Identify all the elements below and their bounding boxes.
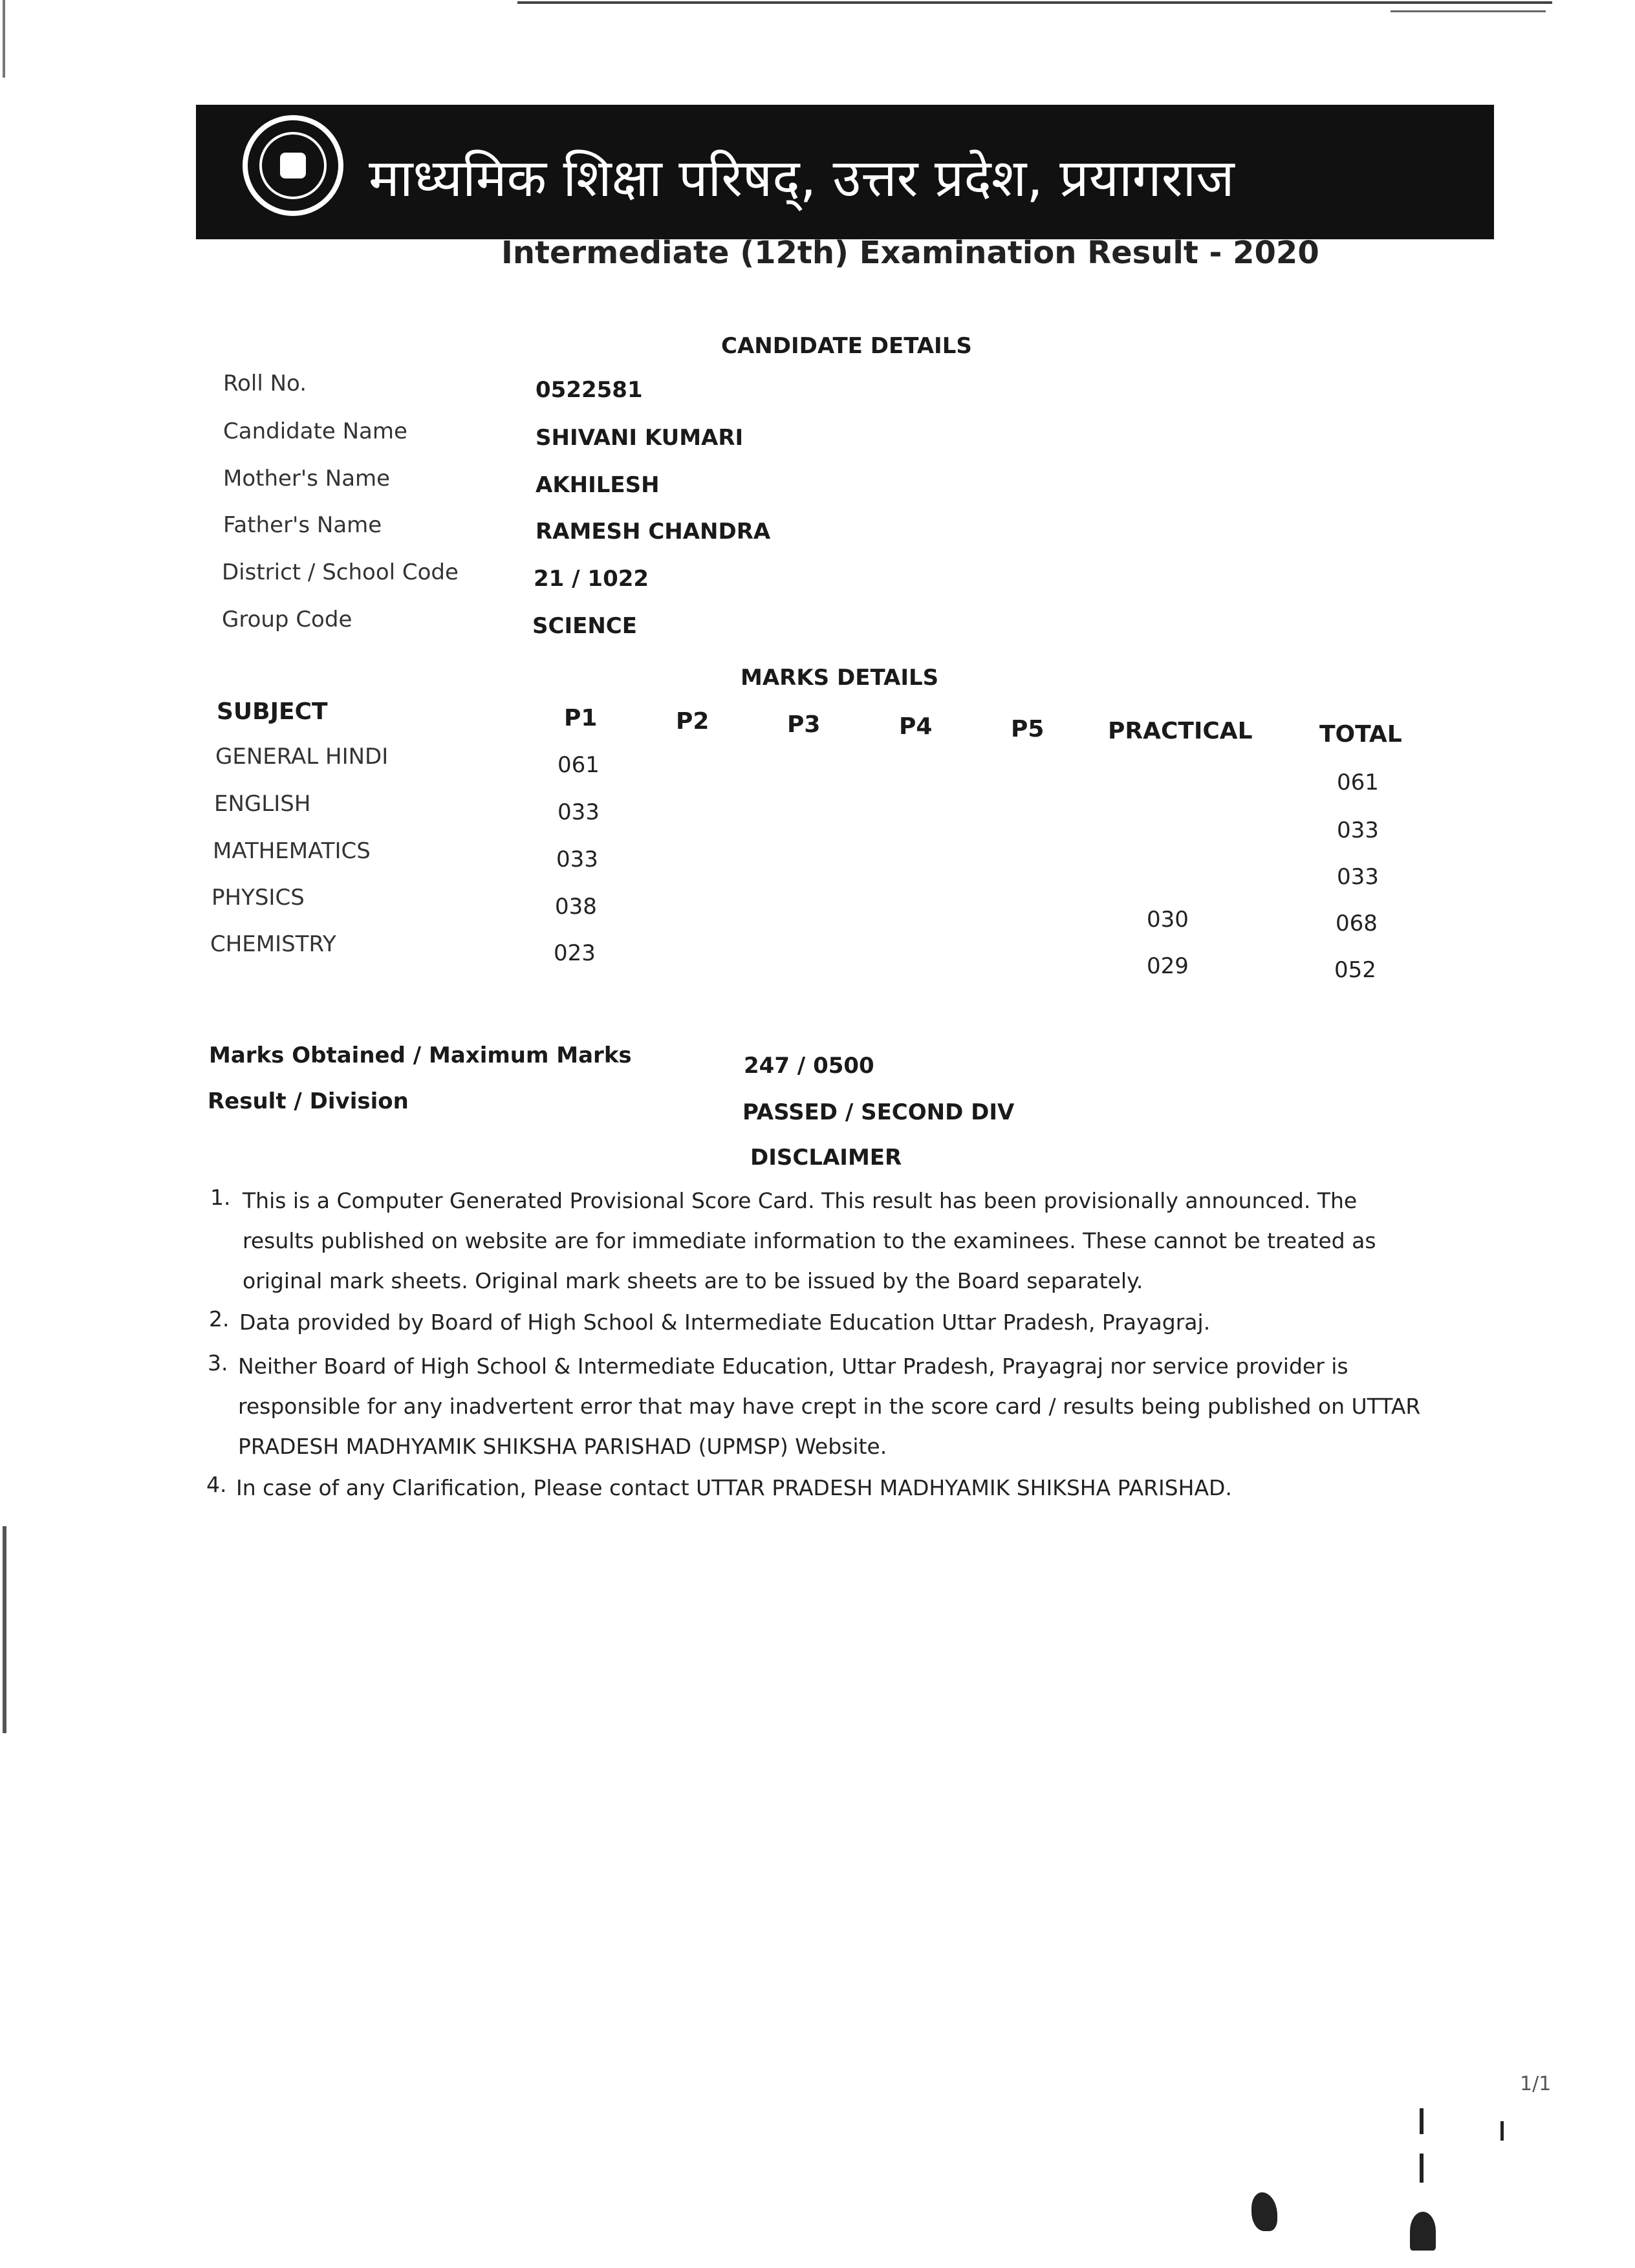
practical-column-header: PRACTICAL bbox=[1108, 718, 1253, 744]
father-name-value: RAMESH CHANDRA bbox=[536, 519, 771, 545]
table-row-subject: PHYSICS bbox=[211, 885, 305, 911]
district-school-code-value: 21 / 1022 bbox=[534, 566, 649, 592]
district-school-code-label: District / School Code bbox=[222, 559, 459, 585]
group-code-value: SCIENCE bbox=[532, 613, 637, 639]
table-row-total: 033 bbox=[1337, 817, 1379, 843]
table-row-subject: GENERAL HINDI bbox=[215, 744, 389, 770]
exam-title: Intermediate (12th) Examination Result - 2020 bbox=[501, 235, 1319, 271]
mother-name-label: Mother's Name bbox=[223, 466, 391, 491]
p5-column-header: P5 bbox=[1011, 716, 1045, 742]
disclaimer-number: 4. bbox=[206, 1472, 227, 1497]
table-row-practical: 030 bbox=[1147, 907, 1189, 933]
table-row-practical: 029 bbox=[1147, 953, 1189, 979]
p2-column-header: P2 bbox=[676, 708, 709, 735]
scan-mark bbox=[1410, 2212, 1436, 2251]
table-row-total: 033 bbox=[1337, 864, 1379, 890]
mother-name-value: AKHILESH bbox=[536, 472, 660, 498]
table-row-subject: ENGLISH bbox=[214, 791, 311, 817]
table-row-p1: 061 bbox=[558, 752, 600, 778]
subject-column-header: SUBJECT bbox=[217, 698, 328, 725]
table-row-subject: MATHEMATICS bbox=[213, 838, 371, 864]
scan-mark bbox=[1500, 2121, 1504, 2141]
table-row-total: 052 bbox=[1334, 957, 1376, 983]
disclaimer-item: Neither Board of High School & Intermediate Education, Uttar Pradesh, Prayagraj nor service provider is responsible for any inadvertent error that may have crept in the score card / results being published on UTTAR PRADESH MADHYAMIK SHIKSHA PARISHAD (UPMSP) Website. bbox=[238, 1354, 1421, 1459]
disclaimer-item: Data provided by Board of High School & Intermediate Education Uttar Pradesh, Prayagraj. bbox=[239, 1310, 1211, 1335]
p4-column-header: P4 bbox=[899, 713, 933, 740]
p3-column-header: P3 bbox=[787, 711, 821, 738]
candidate-name-value: SHIVANI KUMARI bbox=[536, 425, 744, 451]
disclaimer-number: 1. bbox=[210, 1185, 231, 1210]
scan-mark bbox=[1420, 2154, 1424, 2183]
total-column-header: TOTAL bbox=[1319, 721, 1402, 748]
scan-edge-line bbox=[3, 0, 5, 78]
table-row-subject: CHEMISTRY bbox=[210, 931, 336, 957]
scan-mark bbox=[1420, 2108, 1424, 2134]
disclaimer-item: In case of any Clarification, Please contact UTTAR PRADESH MADHYAMIK SHIKSHA PARISHAD. bbox=[236, 1475, 1232, 1500]
disclaimer-number: 3. bbox=[208, 1350, 228, 1376]
table-row-total: 061 bbox=[1337, 770, 1379, 795]
disclaimer-item: This is a Computer Generated Provisional Score Card. This result has been provisionally announced. The results published on website are for immediate information to the examinees. These cannot be treated as original mark sheets. Original mark sheets are to be issued by the Board separately. bbox=[243, 1188, 1376, 1293]
marks-details-heading: MARKS DETAILS bbox=[741, 665, 939, 691]
page-number: 1/1 bbox=[1520, 2073, 1552, 2095]
table-row-p1: 033 bbox=[556, 847, 598, 872]
marks-obtained-value: 247 / 0500 bbox=[744, 1053, 874, 1079]
board-title: माध्यमिक शिक्षा परिषद्, उत्तर प्रदेश, प्रयागराज bbox=[369, 148, 1235, 208]
disclaimer-heading: DISCLAIMER bbox=[750, 1145, 902, 1171]
scan-mark bbox=[1251, 2192, 1277, 2231]
result-division-value: PASSED / SECOND DIV bbox=[742, 1099, 1015, 1125]
candidate-details-heading: CANDIDATE DETAILS bbox=[721, 333, 972, 359]
table-row-p1: 033 bbox=[558, 799, 600, 825]
scan-edge-line bbox=[517, 1, 1552, 4]
group-code-label: Group Code bbox=[222, 607, 352, 632]
scan-edge-line bbox=[3, 1526, 6, 1733]
father-name-label: Father's Name bbox=[223, 512, 382, 538]
roll-no-label: Roll No. bbox=[223, 371, 307, 396]
table-row-total: 068 bbox=[1336, 911, 1378, 936]
result-division-label: Result / Division bbox=[208, 1088, 409, 1114]
disclaimer-number: 2. bbox=[209, 1306, 230, 1332]
marks-obtained-label: Marks Obtained / Maximum Marks bbox=[209, 1042, 632, 1068]
up-emblem-icon bbox=[243, 115, 343, 216]
p1-column-header: P1 bbox=[564, 705, 598, 731]
roll-no-value: 0522581 bbox=[536, 377, 643, 403]
scan-edge-line bbox=[1391, 10, 1546, 12]
table-row-p1: 038 bbox=[555, 894, 597, 920]
table-row-p1: 023 bbox=[554, 940, 596, 966]
candidate-name-label: Candidate Name bbox=[223, 418, 407, 444]
